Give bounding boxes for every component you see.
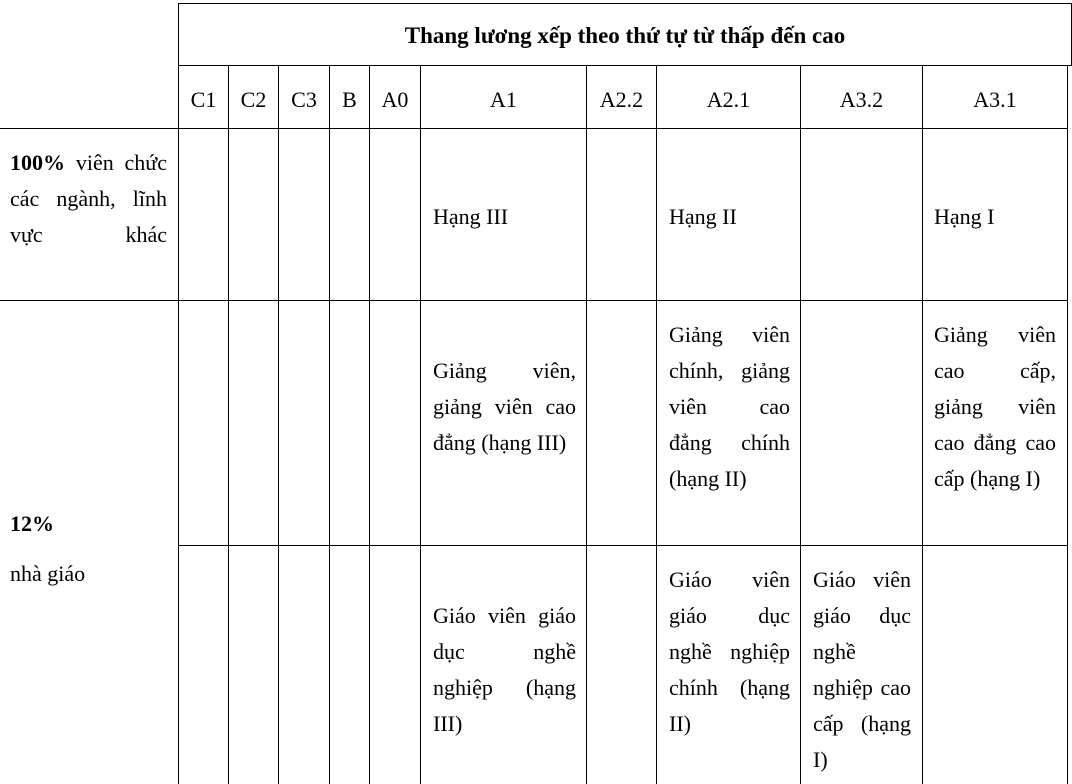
column-header-a1: A1 bbox=[490, 87, 517, 112]
column-header-c2: C2 bbox=[240, 87, 267, 112]
rank-cell: Giáo viên giáo dục nghề nghiệp chính (hạng II) bbox=[669, 567, 790, 736]
row-label-teachers: nhà giáo bbox=[10, 561, 86, 586]
rank-cell: Giáo viên giáo dục nghề nghiệp (hạng III) bbox=[433, 603, 576, 736]
rank-cell: Giảng viên, giảng viên cao đẳng (hạng III) bbox=[433, 358, 576, 455]
column-header-a2-2: A2.2 bbox=[599, 87, 644, 112]
rank-cell: Hạng I bbox=[934, 204, 995, 229]
row-label-other-sectors bbox=[10, 145, 167, 253]
grid-line bbox=[178, 65, 1071, 66]
column-header-a2-1: A2.1 bbox=[706, 87, 751, 112]
grid-line bbox=[922, 65, 923, 784]
grid-line bbox=[178, 545, 1068, 546]
column-header-c1: C1 bbox=[190, 87, 217, 112]
row-label-text: viên chức các ngành, lĩnh vực khác bbox=[10, 150, 167, 247]
rank-cell: Hạng II bbox=[669, 204, 737, 229]
grid-line bbox=[420, 65, 421, 784]
grid-line bbox=[329, 65, 330, 784]
grid-line bbox=[0, 128, 1068, 129]
grid-line bbox=[1067, 65, 1068, 784]
grid-line bbox=[656, 65, 657, 784]
column-header-a0: A0 bbox=[381, 87, 409, 112]
column-header-a3-2: A3.2 bbox=[839, 87, 884, 112]
rank-cell: Hạng III bbox=[433, 204, 509, 229]
rank-cell: Giáo viên giáo dục nghề nghiệp cao cấp (hạng I) bbox=[813, 567, 911, 772]
grid-line bbox=[800, 65, 801, 784]
column-header-c3: C3 bbox=[291, 87, 317, 112]
grid-line bbox=[178, 3, 179, 784]
table-title: Thang lương xếp theo thứ tự từ thấp đến cao bbox=[404, 23, 846, 48]
grid-line bbox=[369, 65, 370, 784]
grid-line bbox=[0, 300, 1068, 301]
rank-cell: Giảng viên cao cấp, giảng viên cao đẳng cao cấp (hạng I) bbox=[934, 322, 1056, 491]
grid-line bbox=[228, 65, 229, 784]
grid-line bbox=[278, 65, 279, 784]
column-header-a3-1: A3.1 bbox=[973, 87, 1017, 112]
row-label-percent: 100% bbox=[10, 150, 65, 175]
column-header-b: B bbox=[342, 87, 357, 112]
grid-line bbox=[178, 3, 1071, 4]
row-label-percent-teachers: 12% bbox=[10, 511, 54, 536]
rank-cell: Giảng viên chính, giảng viên cao đẳng chính (hạng II) bbox=[669, 322, 790, 491]
grid-line bbox=[586, 65, 587, 784]
